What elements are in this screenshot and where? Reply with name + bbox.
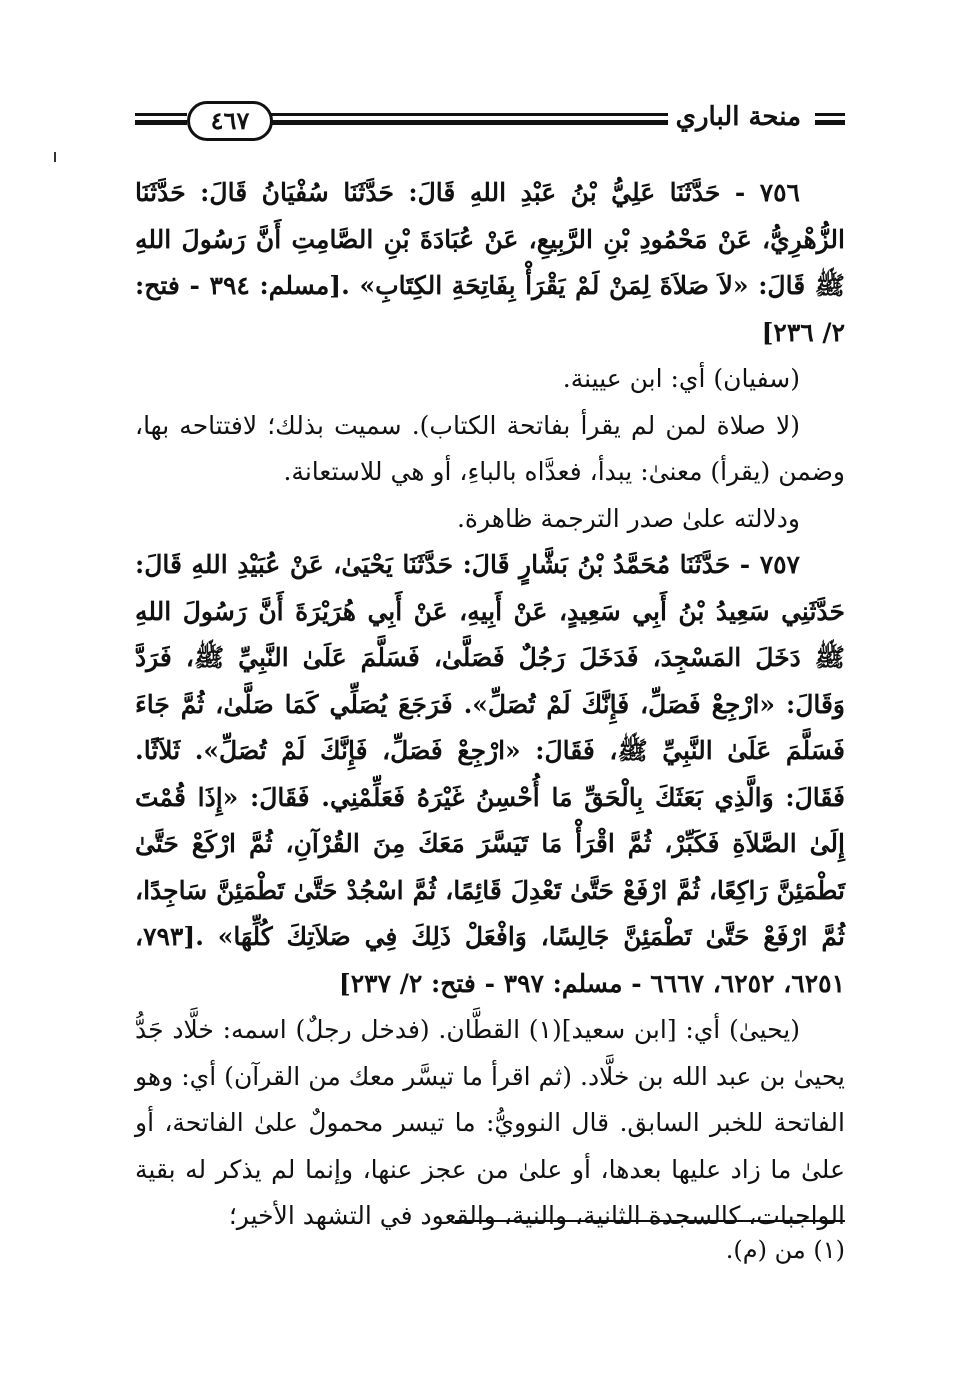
commentary-yahya: (يحيىٰ) أي: [ابن سعيد](١) القطَّان. (فدخل رجلٌ) اسمه: خلَّاد جَدُّ يحيىٰ بن عبد الله بن خلَّاد. (ثم اقرأ ما تيسَّر معك من القرآن) أي: وهو الفاتحة للخبر السابق. قال النوويُّ: ما تيسر محمولٌ علىٰ الفاتحة، أو علىٰ ما زاد عليها بعدها، أو علىٰ من عجز عنها، وإنما لم يذكر له بقية الواجبات، كالسجدة الثانية، والنية، والقعود في التشهد الأخير؛ — [135, 1015, 845, 1230]
margin-mark — [54, 152, 56, 162]
commentary-sufyan: (سفيان) أي: ابن عيينة. — [562, 364, 800, 393]
footnote-separator — [455, 1220, 845, 1222]
commentary-tarjama: ودلالته علىٰ صدر الترجمة ظاهرة. — [456, 503, 800, 533]
commentary-fatiha: (لا صلاة لمن لم يقرأ بفاتحة الكتاب). سميت بذلك؛ لافتتاحه بها، وضمن (يقرأ) معنىٰ: يبدأ، فعدَّاه بالباءِ، أو هي للاستعانة. — [135, 410, 845, 486]
page-number: ٤٦٧ — [187, 101, 273, 141]
header-rule-right — [815, 113, 845, 123]
book-title: منحة الباري — [668, 99, 809, 135]
footnote: (١) من (م). — [725, 1236, 845, 1264]
hadith-756: ٧٥٦ - حَدَّثَنَا عَلِيُّ بْنُ عَبْدِ اللهِ قَالَ: حَدَّثَنَا سُفْيَانُ قَالَ: حَدَّثَنَا الزُّهْرِيُّ، عَنْ مَحْمُودِ بْنِ الرَّبِيعِ، عَنْ عُبَادَةَ بْنِ الصَّامِتِ أَنَّ رَسُولَ اللهِ ﷺ قَالَ: «لاَ صَلاَةَ لِمَنْ لَمْ يَقْرَأْ بِفَاتِحَةِ الكِتَابِ» .[مسلم: ٣٩٤ - فتح: ٢/ ٢٣٦] — [135, 178, 845, 347]
header-rule-left — [135, 113, 187, 123]
page-header — [135, 95, 845, 155]
hadith-757: ٧٥٧ - حَدَّثَنَا مُحَمَّدُ بْنُ بَشَّارٍ قَالَ: حَدَّثَنَا يَحْيَىٰ، عَنْ عُبَيْدِ اللهِ قَالَ: حَدَّثَنِي سَعِيدُ بْنُ أَبِي سَعِيدٍ، عَنْ أَبِيهِ، عَنْ أَبِي هُرَيْرَةَ أَنَّ رَسُولَ اللهِ ﷺ دَخَلَ المَسْجِدَ، فَدَخَلَ رَجُلٌ فَصَلَّىٰ، فَسَلَّمَ عَلَىٰ النَّبِيِّ ﷺ، فَرَدَّ وَقَالَ: «ارْجِعْ فَصَلِّ، فَإِنَّكَ لَمْ تُصَلِّ». فَرَجَعَ يُصَلِّي كَمَا صَلَّىٰ، ثُمَّ جَاءَ فَسَلَّمَ عَلَىٰ النَّبِيِّ ﷺ، فَقَالَ: «ارْجِعْ فَصَلِّ، فَإِنَّكَ لَمْ تُصَلِّ». ثَلاَثًا. فَقَالَ: وَالَّذِي بَعَثَكَ بِالْحَقِّ مَا أُحْسِنُ غَيْرَهُ فَعَلِّمْنِي. فَقَالَ: «إِذَا قُمْتَ إِلَىٰ الصَّلاَةِ فَكَبِّرْ، ثُمَّ اقْرَأْ مَا تَيَسَّرَ مَعَكَ مِنَ القُرْآنِ، ثُمَّ ارْكَعْ حَتَّىٰ تَطْمَئِنَّ رَاكِعًا، ثُمَّ ارْفَعْ حَتَّىٰ تَعْدِلَ قَائِمًا، ثُمَّ اسْجُدْ حَتَّىٰ تَطْمَئِنَّ سَاجِدًا، ثُمَّ ارْفَعْ حَتَّىٰ تَطْمَئِنَّ جَالِسًا، وَافْعَلْ ذَلِكَ فِي صَلاَتِكَ كُلِّهَا» .[٧٩٣، ٦٢٥١، ٦٢٥٢، ٦٦٦٧ - مسلم: ٣٩٧ - فتح: ٢/ ٢٣٧] — [135, 550, 845, 998]
page-body — [135, 170, 845, 1240]
